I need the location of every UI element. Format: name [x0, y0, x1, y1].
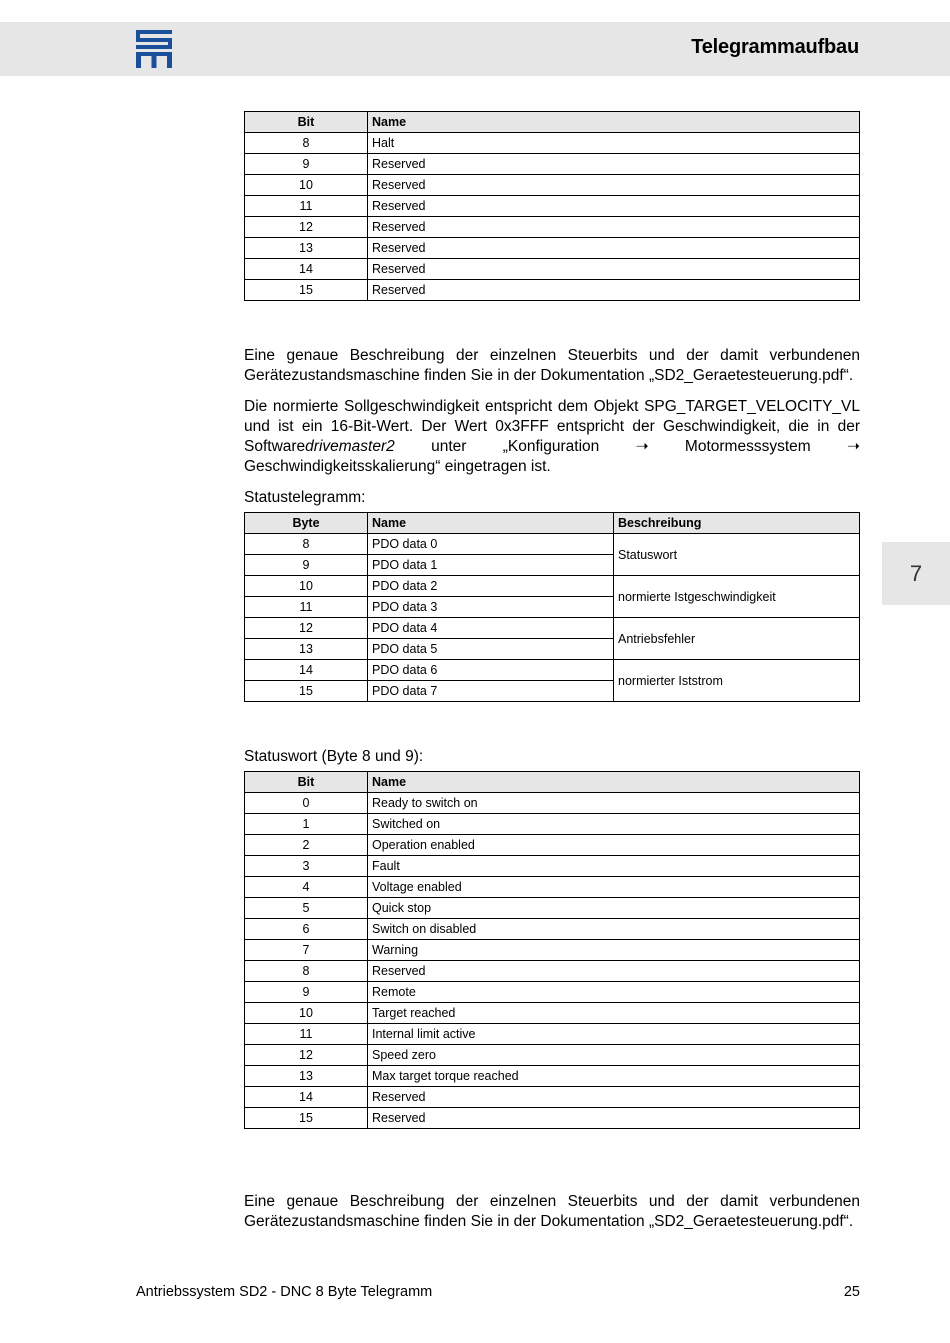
software-name: drivemaster2	[305, 438, 395, 455]
velocity-text-2: unter „Konfiguration ➝ Motormesssystem ➝ Geschwindigkeitsskalierung“ eingetragen ist.	[244, 438, 860, 475]
bit-cell: 1	[245, 814, 368, 835]
company-logo-icon	[136, 30, 172, 68]
name-cell: Quick stop	[368, 898, 860, 919]
table-row	[245, 175, 860, 196]
column-header: Bit	[245, 112, 368, 133]
bit-cell: 10	[245, 175, 368, 196]
name-cell: Reserved	[368, 196, 860, 217]
byte-cell: 15	[245, 681, 368, 702]
byte-cell: 12	[245, 618, 368, 639]
velocity-text-1: Die normierte Sollgeschwindigkeit entspricht dem Objekt SPG_TARGET_VELOCITY_VL und ist ein 16-Bit-Wert. Der Wert 0x3FFF entspricht der Geschwindigkeit, die in der Software	[244, 398, 860, 455]
name-cell: PDO data 7	[368, 681, 614, 702]
table-row	[245, 238, 860, 259]
status-word-note: Eine genaue Beschreibung der einzelnen Steuerbits und der damit verbundenen Gerätezustandsmaschine finden Sie in der Dokumentation „SD2_Geraetesteuerung.pdf“.	[244, 1193, 860, 1230]
name-cell: Target reached	[368, 1003, 860, 1024]
bit-cell: 9	[245, 154, 368, 175]
table-row	[245, 1024, 860, 1045]
name-cell: Remote	[368, 982, 860, 1003]
name-cell: Fault	[368, 856, 860, 877]
name-cell: Operation enabled	[368, 835, 860, 856]
name-cell: Reserved	[368, 1087, 860, 1108]
name-cell: Max target torque reached	[368, 1066, 860, 1087]
bit-cell: 11	[245, 1024, 368, 1045]
description-cell: Statuswort	[614, 534, 860, 576]
description-cell: normierte Istgeschwindigkeit	[614, 576, 860, 618]
table-row	[245, 133, 860, 154]
chapter-tab: 7	[882, 542, 950, 605]
name-cell: Reserved	[368, 154, 860, 175]
table-row	[245, 1003, 860, 1024]
table-row	[245, 940, 860, 961]
name-cell: Reserved	[368, 961, 860, 982]
table-row	[245, 898, 860, 919]
table-header-row	[245, 772, 860, 793]
bit-cell: 14	[245, 1087, 368, 1108]
bit-cell: 8	[245, 961, 368, 982]
name-cell: PDO data 6	[368, 660, 614, 681]
table-row	[245, 280, 860, 301]
table-row	[245, 877, 860, 898]
bit-cell: 0	[245, 793, 368, 814]
table-row	[245, 576, 860, 597]
name-cell: Reserved	[368, 175, 860, 196]
bit-cell: 13	[245, 238, 368, 259]
status-telegram-table	[244, 512, 860, 702]
bit-cell: 7	[245, 940, 368, 961]
table-header-row	[245, 513, 860, 534]
table-row	[245, 835, 860, 856]
table-row	[245, 919, 860, 940]
bit-cell: 12	[245, 1045, 368, 1066]
bit-cell: 11	[245, 196, 368, 217]
footer-document-title: Antriebssystem SD2 - DNC 8 Byte Telegramm	[136, 1284, 433, 1300]
page-number: 25	[843, 1284, 860, 1300]
name-cell: Reserved	[368, 238, 860, 259]
column-header: Name	[368, 513, 614, 534]
bit-cell: 6	[245, 919, 368, 940]
name-cell: Warning	[368, 940, 860, 961]
table-row	[245, 1045, 860, 1066]
bit-cell: 5	[245, 898, 368, 919]
name-cell: PDO data 4	[368, 618, 614, 639]
status-word-table	[244, 771, 860, 1129]
table-row	[245, 660, 860, 681]
column-header: Name	[368, 772, 860, 793]
table-row	[245, 961, 860, 982]
bit-cell: 13	[245, 1066, 368, 1087]
name-cell: Internal limit active	[368, 1024, 860, 1045]
name-cell: Reserved	[368, 259, 860, 280]
table-row	[245, 1087, 860, 1108]
name-cell: Halt	[368, 133, 860, 154]
description-cell: Antriebsfehler	[614, 618, 860, 660]
byte-cell: 10	[245, 576, 368, 597]
table-row	[245, 217, 860, 238]
byte-cell: 13	[245, 639, 368, 660]
name-cell: Reserved	[368, 1108, 860, 1129]
control-bits-note: Eine genaue Beschreibung der einzelnen Steuerbits und der damit verbundenen Gerätezustandsmaschine finden Sie in der Dokumentation „SD2_Geraetesteuerung.pdf“.	[244, 347, 860, 384]
table-row	[245, 1108, 860, 1129]
name-cell: Ready to switch on	[368, 793, 860, 814]
table-row	[245, 856, 860, 877]
byte-cell: 9	[245, 555, 368, 576]
bit-cell: 15	[245, 280, 368, 301]
table-row	[245, 534, 860, 555]
bit-cell: 8	[245, 133, 368, 154]
bit-cell: 2	[245, 835, 368, 856]
name-cell: Switched on	[368, 814, 860, 835]
byte-cell: 8	[245, 534, 368, 555]
table-row	[245, 154, 860, 175]
column-header: Name	[368, 112, 860, 133]
column-header: Bit	[245, 772, 368, 793]
name-cell: PDO data 1	[368, 555, 614, 576]
table-row	[245, 618, 860, 639]
status-telegram-label: Statustelegramm:	[244, 489, 366, 506]
description-cell: normierter Iststrom	[614, 660, 860, 702]
name-cell: Reserved	[368, 217, 860, 238]
control-bits-table	[244, 111, 860, 301]
name-cell: Voltage enabled	[368, 877, 860, 898]
status-word-label: Statuswort (Byte 8 und 9):	[244, 748, 424, 765]
bit-cell: 9	[245, 982, 368, 1003]
table-row	[245, 793, 860, 814]
table-row	[245, 814, 860, 835]
name-cell: Switch on disabled	[368, 919, 860, 940]
byte-cell: 14	[245, 660, 368, 681]
table-row	[245, 1066, 860, 1087]
bit-cell: 14	[245, 259, 368, 280]
table-row	[245, 196, 860, 217]
name-cell: PDO data 5	[368, 639, 614, 660]
column-header: Byte	[245, 513, 368, 534]
column-header: Beschreibung	[614, 513, 860, 534]
name-cell: PDO data 0	[368, 534, 614, 555]
byte-cell: 11	[245, 597, 368, 618]
name-cell: Speed zero	[368, 1045, 860, 1066]
velocity-description	[244, 397, 860, 477]
table-row	[245, 259, 860, 280]
page-header-title: Telegrammaufbau	[691, 36, 859, 58]
table-row	[245, 982, 860, 1003]
bit-cell: 15	[245, 1108, 368, 1129]
name-cell: PDO data 2	[368, 576, 614, 597]
bit-cell: 3	[245, 856, 368, 877]
bit-cell: 12	[245, 217, 368, 238]
bit-cell: 10	[245, 1003, 368, 1024]
name-cell: Reserved	[368, 280, 860, 301]
bit-cell: 4	[245, 877, 368, 898]
table-header-row	[245, 112, 860, 133]
name-cell: PDO data 3	[368, 597, 614, 618]
